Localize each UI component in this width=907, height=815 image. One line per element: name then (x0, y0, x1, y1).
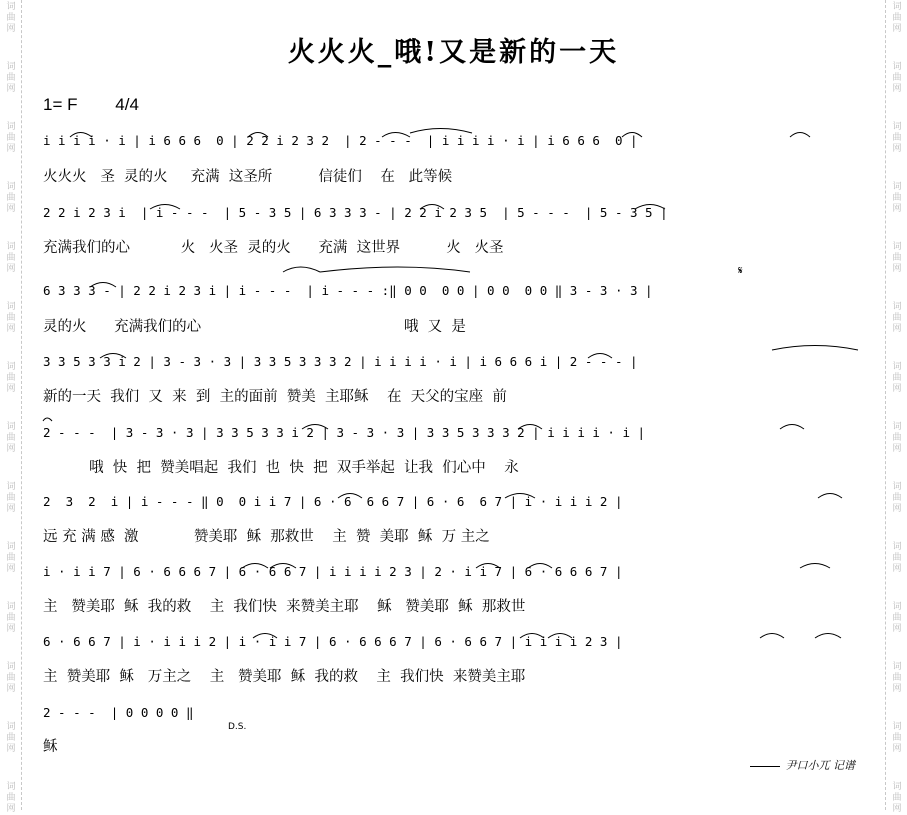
time-signature: 4/4 (115, 95, 139, 114)
watermark-text: 词 曲 网 (892, 722, 902, 754)
watermark-text: 词 曲 网 (6, 122, 16, 154)
credit-text: 尹口小兀 记谱 (785, 759, 855, 772)
slur (420, 205, 444, 210)
watermark-text: 词 曲 网 (6, 602, 16, 634)
segno-mark: 𝄋 (738, 264, 743, 277)
lyric-line-5: 哦 快 把 赞美唱起 我们 也 快 把 双手举起 让我 们心中 永 (43, 460, 519, 476)
slur (622, 133, 642, 138)
notation-line-4: 3 3 5 3 3 i 2 | 3 - 3 · 3 | 3 3 5 3 3 3 2 | i i i i · i | i 6 6 6 i | 2 - - - | (43, 354, 638, 369)
slur (248, 133, 268, 138)
watermark-text: 词 曲 网 (892, 602, 902, 634)
slur (150, 205, 180, 210)
watermark-text: 词 曲 网 (6, 362, 16, 394)
lyric-line-1: 火火火 圣 灵的火 充满 这圣所 信徒们 在 此等候 (43, 169, 453, 185)
watermark-text: 词 曲 网 (6, 542, 16, 574)
watermark-text: 词 曲 网 (892, 122, 902, 154)
slur (302, 425, 328, 430)
lyric-line-4: 新的一天 我们 又 来 到 主的面前 赞美 主耶稣 在 天父的宝座 前 (43, 389, 507, 405)
slur (283, 267, 320, 272)
lyric-line-7: 主 赞美耶 稣 我的救 主 我们快 来赞美主耶 稣 赞美耶 稣 那救世 (43, 599, 526, 615)
watermark-text: 词 曲 网 (892, 542, 902, 574)
slur (90, 283, 116, 288)
watermark-text: 词 曲 网 (6, 62, 16, 94)
watermark-text: 词 曲 网 (892, 662, 902, 694)
notation-line-2: 2 2 i 2 3 i | i - - - | 5 - 3 5 | 6 3 3 3 - | 2 2 i 2 3 5 | 5 - - - | 5 - 3 5 | (43, 205, 668, 220)
slur (588, 354, 612, 359)
slur (815, 634, 841, 639)
notation-line-1: i i i i · i | i 6 6 6 0 | 2 2 i 2 3 2 | 2 - - - | i i i i · i | i 6 6 6 0 | (43, 133, 638, 148)
slur (548, 634, 572, 639)
notation-line-6: 2 3 2 i | i - - - ‖ 0 0 i i 7 | 6 · 6 6 6 7 | 6 · 6 6 7 | i · i i i 2 | (43, 494, 623, 509)
lyric-line-2: 充满我们的心 火 火圣 灵的火 充满 这世界 火 火圣 (43, 240, 504, 256)
watermark-text: 词 曲 网 (6, 662, 16, 694)
slur (520, 634, 544, 639)
slur (242, 564, 268, 569)
watermark-text: 词 曲 网 (6, 422, 16, 454)
slur (818, 494, 842, 499)
slur (100, 354, 126, 359)
slur (800, 564, 830, 569)
watermark-text: 词 曲 网 (6, 722, 16, 754)
slur (382, 133, 410, 138)
slur (43, 418, 52, 421)
slur (253, 634, 277, 639)
slur (70, 133, 92, 138)
watermark-text: 词 曲 网 (892, 482, 902, 514)
watermark-text: 词 曲 网 (892, 2, 902, 34)
slur (410, 129, 472, 134)
slur (635, 205, 665, 210)
lyric-line-6: 远 充 满 感 激 赞美耶 稣 那救世 主 赞 美耶 稣 万 主之 (43, 529, 490, 545)
slur (528, 564, 552, 569)
watermark-text: 词 曲 网 (6, 302, 16, 334)
notation-line-9: 2 - - - | 0 0 0 0 ‖ (43, 705, 194, 720)
slur (338, 494, 362, 499)
slur (790, 133, 810, 138)
ds-mark: D.S. (228, 722, 247, 732)
slur (505, 494, 535, 499)
notation-line-8: 6 · 6 6 7 | i · i i i 2 | i · i i 7 | 6 · 6 6 6 7 | 6 · 6 6 7 | i i i i 2 3 | (43, 634, 623, 649)
watermark-text: 词 曲 网 (6, 182, 16, 214)
watermark-text: 词 曲 网 (6, 2, 16, 34)
slur (518, 425, 542, 430)
watermark-text: 词 曲 网 (892, 182, 902, 214)
watermark-text: 词 曲 网 (892, 422, 902, 454)
slur (780, 425, 804, 430)
lyric-line-8: 主 赞美耶 稣 万主之 主 赞美耶 稣 我的救 主 我们快 来赞美主耶 (43, 669, 526, 685)
slur (772, 346, 858, 351)
song-title: 火火火_哦!又是新的一天 (287, 37, 620, 68)
slur (270, 564, 296, 569)
lyric-line-9: 稣 (43, 739, 58, 755)
slur (476, 564, 500, 569)
slur (320, 267, 470, 272)
watermark-text: 词 曲 网 (892, 302, 902, 334)
watermark-text: 词 曲 网 (892, 62, 902, 94)
watermark-text: 词 曲 网 (6, 242, 16, 274)
notation-line-3: 6 3 3 3 - | 2 2 i 2 3 i | i - - - | i - - - :‖ 0 0 0 0 | 0 0 0 0 ‖ 3 - 3 · 3 | (43, 283, 653, 298)
slur (760, 634, 784, 639)
watermark-text: 词 曲 网 (892, 782, 902, 814)
watermark-text: 词 曲 网 (6, 482, 16, 514)
lyric-line-3: 灵的火 充满我们的心 哦 又 是 (43, 319, 466, 335)
notation-line-7: i · i i 7 | 6 · 6 6 6 7 | 6 · 6 6 7 | i i i i 2 3 | 2 · i i 7 | 6 · 6 6 6 7 | (43, 564, 623, 579)
watermark-text: 词 曲 网 (892, 242, 902, 274)
watermark-text: 词 曲 网 (892, 362, 902, 394)
notation-line-5: 2 - - - | 3 - 3 · 3 | 3 3 5 3 3 i 2 | 3 - 3 · 3 | 3 3 5 3 3 3 2 | i i i i · i | (43, 425, 646, 440)
key-label: 1= F (43, 95, 78, 114)
watermark-text: 词 曲 网 (6, 782, 16, 814)
